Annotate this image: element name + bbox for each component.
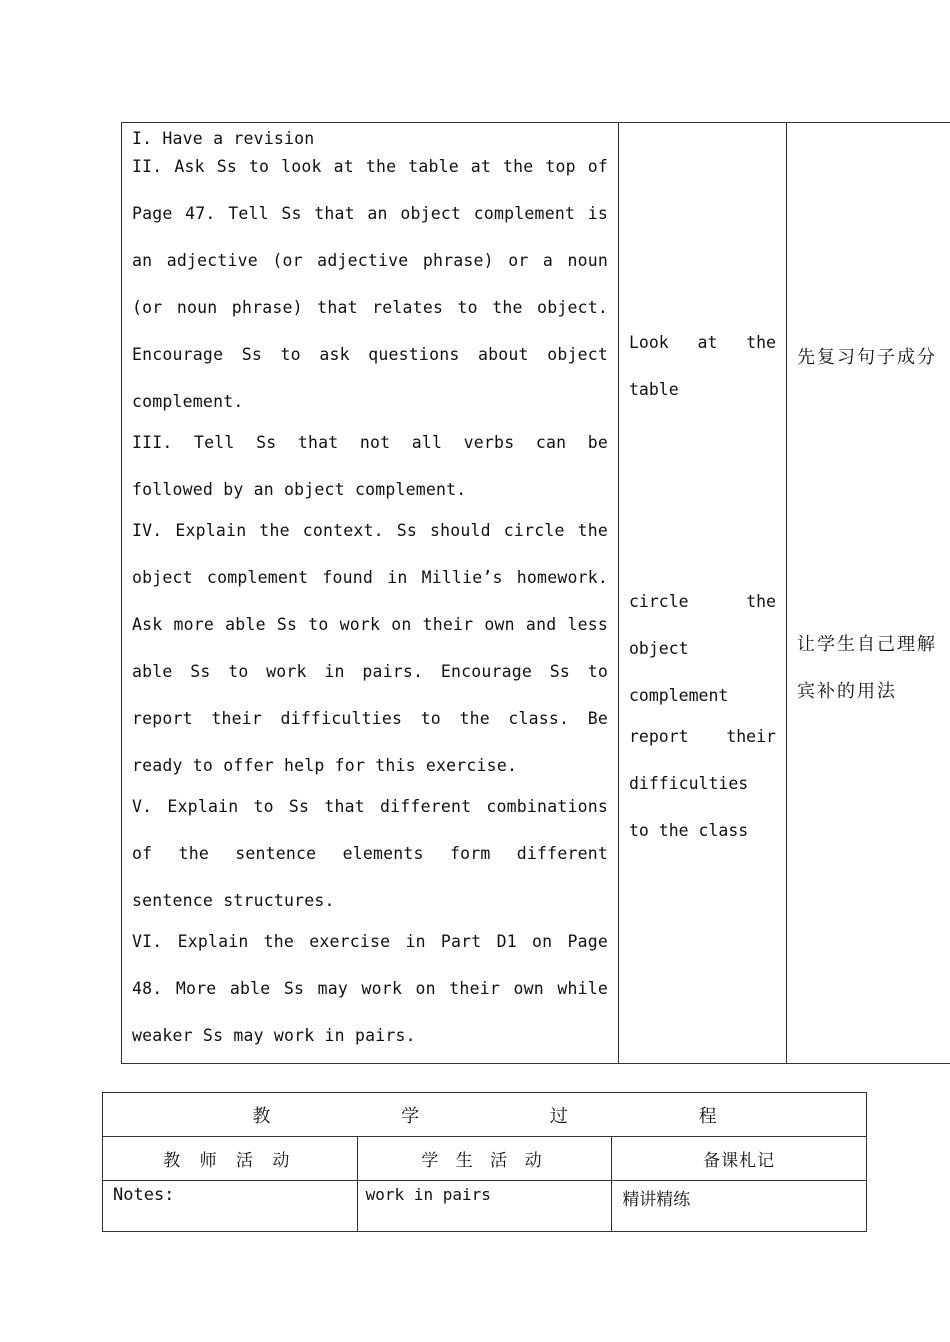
note-self-learn: 让学生自己理解宾补的用法: [797, 634, 937, 702]
student-activity-header: 学 生 活 动: [357, 1137, 612, 1181]
notes-cell: [787, 123, 950, 1064]
student-activity-cell: [619, 123, 787, 1064]
process-title: [103, 1093, 867, 1137]
student-report: report their difficulties to the class: [629, 727, 776, 840]
teacher-step-5: V. Explain to Ss that different combinations of the sentence elements form different sentence structures.: [132, 797, 608, 910]
process-notes-row: [103, 1181, 867, 1232]
process-title-char: 学: [401, 1105, 420, 1127]
teaching-process-table: [102, 1092, 867, 1232]
student-work-pairs: work in pairs: [357, 1181, 612, 1232]
lesson-note-value: 精讲精练: [612, 1181, 867, 1232]
student-circle: circle the object complement: [629, 592, 776, 705]
notes-label: Notes:: [103, 1181, 358, 1232]
teacher-step-3: III. Tell Ss that not all verbs can be followed by an object complement.: [132, 433, 608, 499]
teacher-step-4: IV. Explain the context. Ss should circle the object complement found in Millie’s homework. Ask more able Ss to work on their own and less able Ss to work in pairs. Encourage Ss to report their difficulties to the class. Be ready to offer help for this exercise.: [132, 521, 608, 775]
lesson-steps-table: [121, 122, 950, 1064]
process-title-row: [103, 1093, 867, 1137]
note-review: 先复习句子成分: [797, 347, 937, 368]
teacher-step-6: VI. Explain the exercise in Part D1 on Page 48. More able Ss may work on their own while weaker Ss may work in pairs.: [132, 932, 608, 1045]
teacher-activity-cell: [122, 123, 619, 1064]
process-title-char: 过: [549, 1105, 568, 1127]
teacher-step-2: II. Ask Ss to look at the table at the top of Page 47. Tell Ss that an object complement is an adjective (or adjective phrase) or a noun (or noun phrase) that relates to the object. Encourage Ss to ask questions about object complement.: [132, 157, 608, 411]
teacher-step-1: I. Have a revision: [132, 129, 315, 148]
process-title-char: 教: [252, 1105, 271, 1127]
teacher-activity-header: 教 师 活 动: [103, 1137, 358, 1181]
lesson-steps-row: [122, 123, 950, 1064]
process-title-char: 程: [698, 1105, 717, 1127]
lesson-notes-header: 备课札记: [612, 1137, 867, 1181]
student-look-table: Look at the table: [629, 333, 776, 399]
process-header-row: [103, 1137, 867, 1181]
